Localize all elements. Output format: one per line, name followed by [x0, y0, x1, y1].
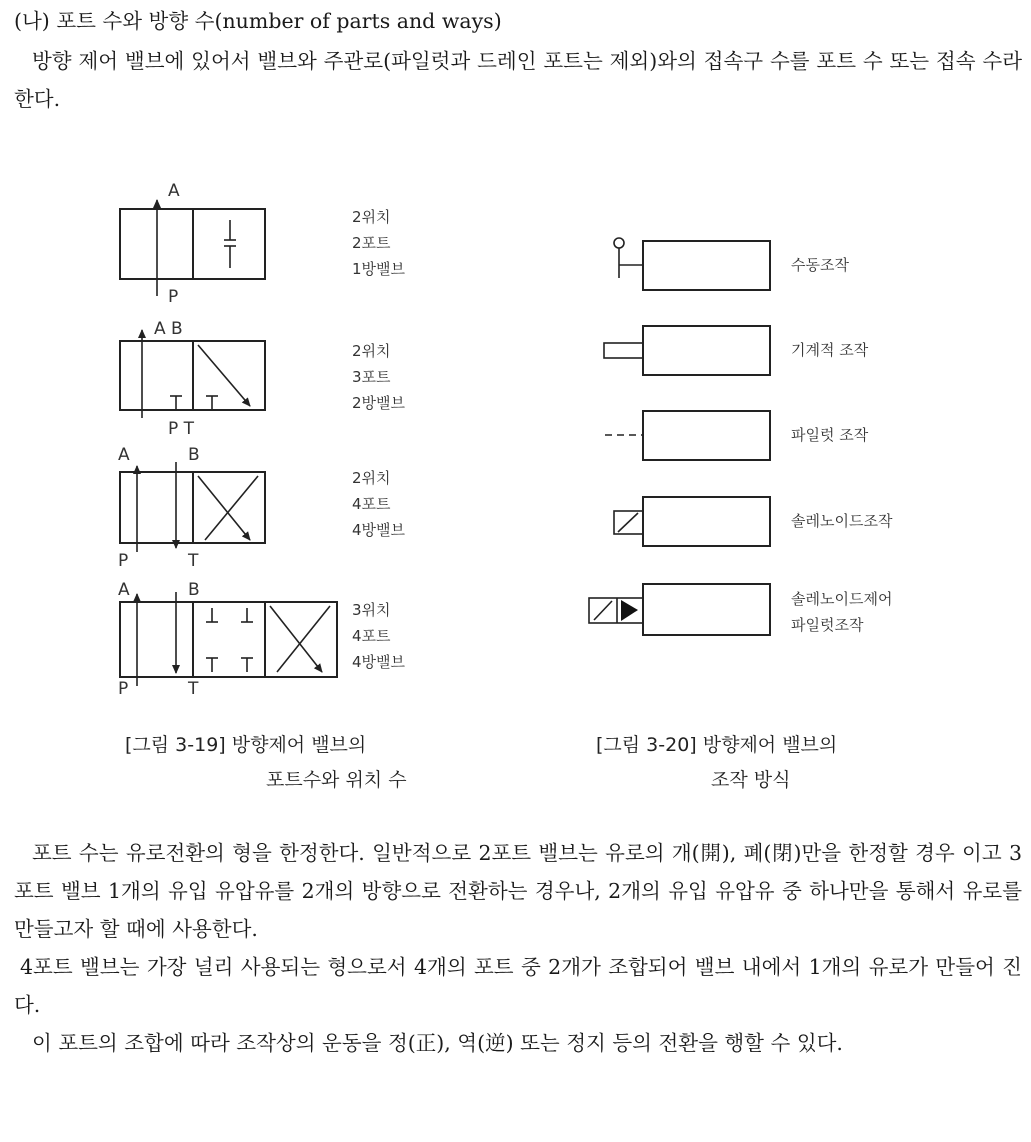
- method-label: 솔레노이드제어: [791, 590, 893, 608]
- solenoid-operation-symbol: [614, 497, 893, 546]
- valve-2pos-2port: [120, 181, 406, 307]
- figure-3-20-caption: [그림 3-20] 방향제어 밸브의: [596, 734, 838, 756]
- port-p-label: P: [168, 287, 179, 307]
- valve-label-line: 4방밸브: [352, 521, 406, 539]
- method-label: 수동조작: [791, 256, 849, 274]
- valve-2pos-4port: [118, 445, 406, 571]
- pilot-operation-symbol: [605, 411, 869, 460]
- valve-label-line: 1방밸브: [352, 260, 406, 278]
- port-p-label: P: [118, 551, 129, 571]
- valve-label-line: 2위치: [352, 342, 391, 360]
- valve-label-line: 2방밸브: [352, 394, 406, 412]
- valve-label-line: 3위치: [352, 601, 391, 619]
- port-a-label: A: [118, 580, 130, 600]
- body-paragraph-2: 4포트 밸브는 가장 널리 사용되는 형으로서 4개의 포트 중 2개가 조합되어 밸브 내에서 1개의 유로가 만들어 진다.: [14, 955, 1022, 1017]
- valve-label-line: 4방밸브: [352, 653, 406, 671]
- port-pt-label: P T: [168, 419, 195, 439]
- port-b-label: B: [188, 580, 200, 600]
- port-a-label: A: [118, 445, 130, 465]
- valve-3pos-4port: [118, 580, 406, 699]
- figure-3-19-caption: [그림 3-19] 방향제어 밸브의: [125, 734, 367, 756]
- body-paragraph-1: 포트 수는 유로전환의 형을 한정한다. 일반적으로 2포트 밸브는 유로의 개(開), 폐(閉)만을 한정할 경우 이고 3포트 밸브 1개의 유입 유압유를 2개의 방향으로 전환하는 경우나, 2개의 유입 유압유 중 하나만을 통해서 유로를 만들고자 할 때에 사용한다.: [14, 841, 1022, 941]
- intro-paragraph: 방향 제어 밸브에 있어서 밸브와 주관로(파일럿과 드레인 포트는 제외)와의 접속구 수를 포트 수 또는 접속 수라 한다.: [14, 49, 1022, 111]
- valve-label-line: 2위치: [352, 208, 391, 226]
- method-label: 파일럿 조작: [791, 426, 869, 444]
- method-label: 기계적 조작: [791, 341, 869, 359]
- method-label: 파일럿조작: [791, 616, 864, 634]
- figure-3-20-caption-line2: 조작 방식: [711, 769, 791, 791]
- port-ab-label: A B: [154, 319, 183, 339]
- body-paragraph-3: 이 포트의 조합에 따라 조작상의 운동을 정(正), 역(逆) 또는 정지 등의 전환을 행할 수 있다.: [32, 1031, 843, 1055]
- manual-operation-symbol: [614, 238, 849, 290]
- method-label: 솔레노이드조작: [791, 512, 893, 530]
- port-t-label: T: [188, 679, 199, 699]
- valve-label-line: 4포트: [352, 627, 391, 645]
- solenoid-pilot-operation-symbol: [589, 584, 892, 635]
- valve-2pos-3port: [120, 319, 406, 439]
- port-p-label: P: [118, 679, 129, 699]
- section-heading: (나) 포트 수와 방향 수(number of parts and ways): [14, 9, 502, 33]
- port-t-label: T: [188, 551, 199, 571]
- valve-label-line: 2포트: [352, 234, 391, 252]
- port-b-label: B: [188, 445, 200, 465]
- figure-3-19-caption-line2: 포트수와 위치 수: [266, 769, 407, 791]
- mechanical-operation-symbol: [604, 326, 869, 375]
- valve-label-line: 2위치: [352, 469, 391, 487]
- port-a-label: A: [168, 181, 180, 201]
- valve-label-line: 4포트: [352, 495, 391, 513]
- valve-label-line: 3포트: [352, 368, 391, 386]
